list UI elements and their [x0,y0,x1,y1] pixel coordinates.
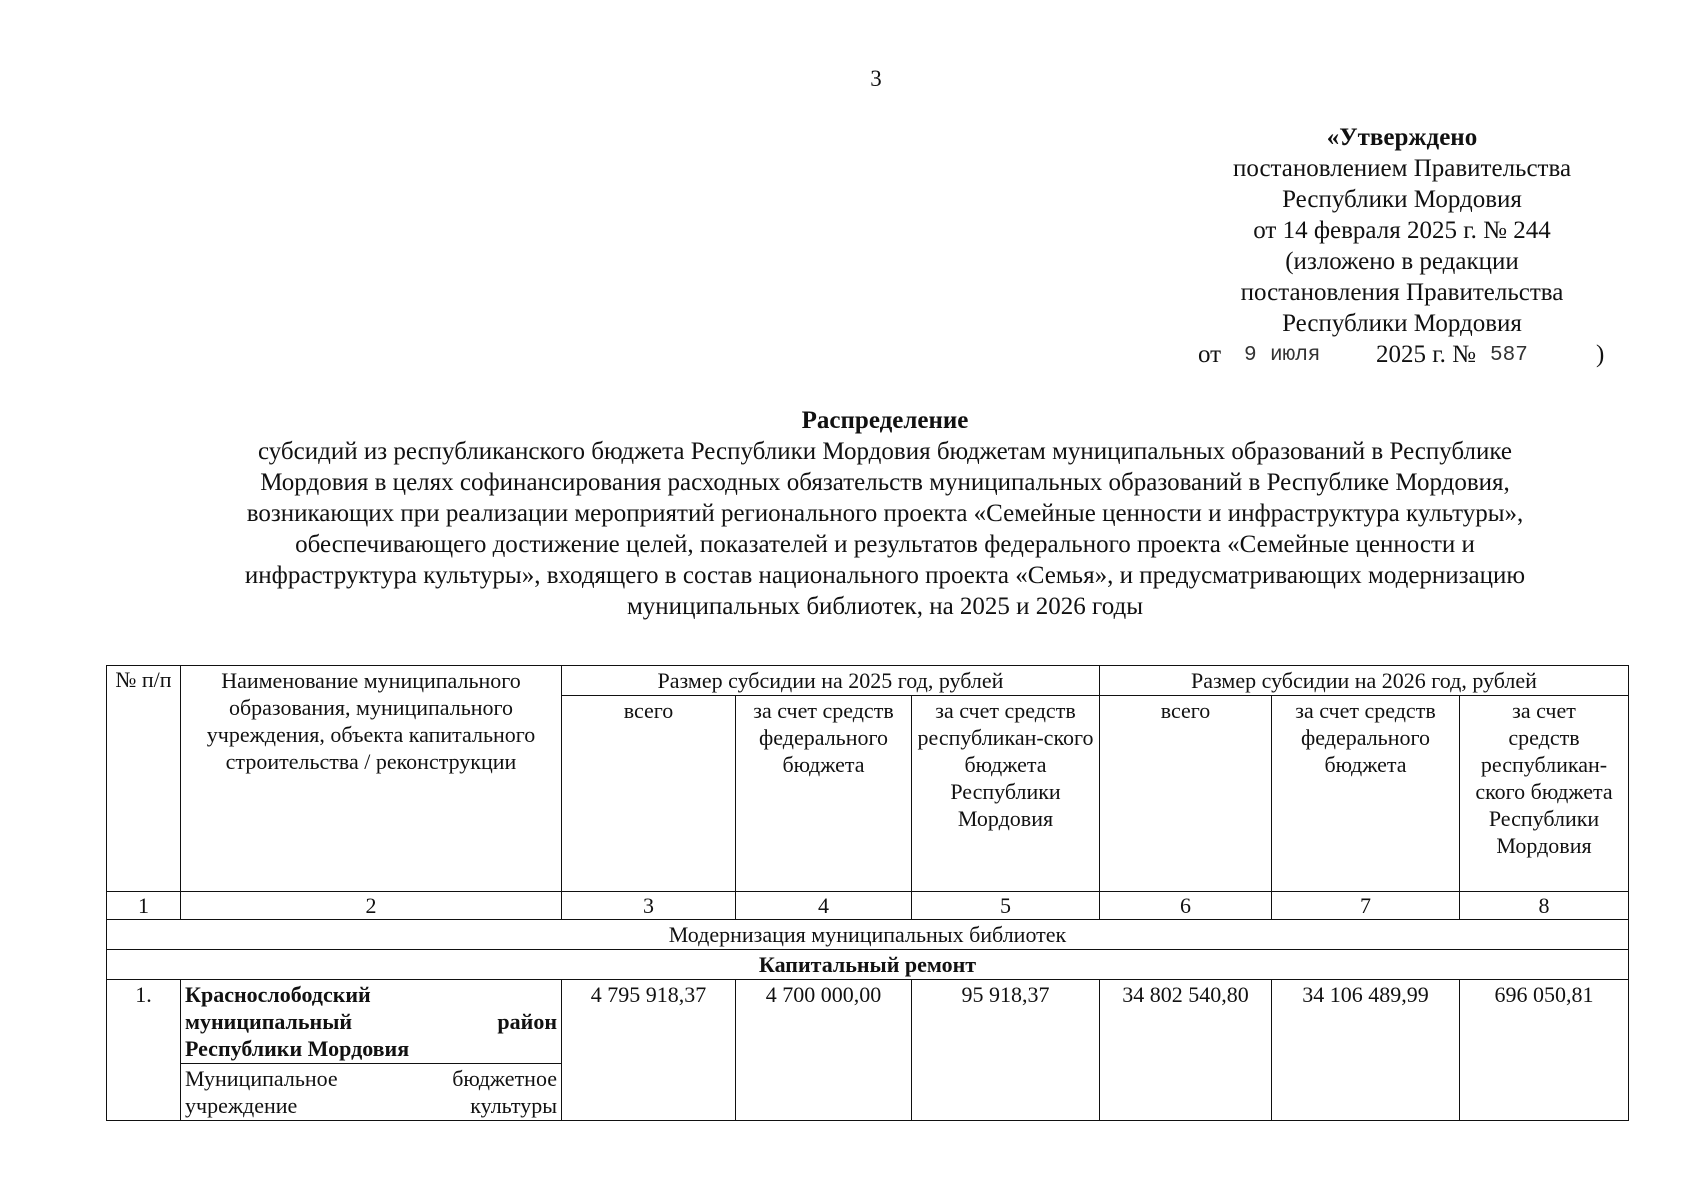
title-line: возникающих при реализации мероприятий регионального проекта «Семейные ценности и инфраструктура культуры», [246,500,1524,527]
institution-word: культуры [470,1093,557,1118]
approval-line-2: постановлением Правительства [1232,155,1572,182]
title-line: муниципальных библиотек, на 2025 и 2026 годы [626,593,1143,620]
table-row [107,980,1629,1064]
header-row-1 [107,666,1629,696]
municipality-line [185,1008,557,1035]
subsection-title: Капитальный ремонт [107,950,1629,980]
approval-line-3: Республики Мордовия [1282,186,1522,213]
header-total-2025: всего [562,696,736,892]
federal-2026: 34 106 489,99 [1272,980,1460,1121]
document-title [120,405,1650,622]
section-row [107,920,1629,950]
total-2025: 4 795 918,37 [562,980,736,1121]
header-2026: Размер субсидии на 2026 год, рублей [1100,666,1629,696]
column-number: 7 [1272,892,1460,920]
approval-month: июля [1270,344,1321,367]
title-line: инфраструктура культуры», входящего в состав национального проекта «Семья», и предусматривающих модернизацию [244,562,1526,589]
header-federal-2026: за счет средств федерального бюджета [1272,696,1460,892]
federal-2025: 4 700 000,00 [736,980,912,1121]
header-republic-2026: за счет средств республикан-ского бюджета Республики Мордовия [1460,696,1629,892]
column-number: 8 [1460,892,1629,920]
municipality-line: Краснослободский [185,982,371,1007]
institution-line [185,1065,557,1092]
column-number: 2 [181,892,562,920]
approval-day: 9 [1244,344,1257,367]
approval-date-line [1196,339,1608,370]
subsection-row [107,950,1629,980]
municipality-line: Республики Мордовия [185,1036,410,1061]
header-republic-2025: за счет средств республикан-ского бюджета Республики Мордовия [912,696,1100,892]
section-title: Модернизация муниципальных библиотек [107,920,1629,950]
title-line: Мордовия в целях софинансирования расходных обязательств муниципальных образований в Республике Мордовия, [260,469,1510,496]
approval-line-4: от 14 февраля 2025 г. № 244 [1253,217,1551,244]
institution-word: Муниципальное [185,1066,338,1091]
column-number: 4 [736,892,912,920]
approval-line-7: Республики Мордовия [1282,310,1522,337]
row-institution-name [181,1064,562,1121]
title-heading: Распределение [801,407,969,434]
subsidy-table [106,665,1629,1121]
approval-line-5: (изложено в редакции [1285,248,1519,275]
header-name: Наименование муниципального образования, муниципального учреждения, объекта капитального строительства / реконструкции [181,666,562,892]
row-number: 1. [107,980,181,1121]
column-number: 5 [912,892,1100,920]
page-number: 3 [870,66,882,91]
header-2025: Размер субсидии на 2025 год, рублей [562,666,1100,696]
approval-ot: от [1198,341,1222,368]
republic-2026: 696 050,81 [1460,980,1629,1121]
republic-2025: 95 918,37 [912,980,1100,1121]
approval-block [1196,122,1608,370]
column-number: 6 [1100,892,1272,920]
total-2026: 34 802 540,80 [1100,980,1272,1121]
institution-word: бюджетное [452,1066,557,1091]
title-line: обеспечивающего достижение целей, показателей и результатов федерального проекта «Семейные ценности и [295,531,1475,558]
approval-year: 2025 г. № [1376,341,1477,368]
column-number: 1 [107,892,181,920]
institution-line [185,1092,557,1119]
municipality-word: район [497,1009,557,1034]
header-total-2026: всего [1100,696,1272,892]
header-num: № п/п [107,666,181,892]
approval-line-1: «Утверждено [1326,124,1478,151]
column-numbers-row [107,892,1629,920]
approval-close-paren: ) [1596,341,1605,368]
approval-line-6: постановления Правительства [1240,279,1564,306]
column-number: 3 [562,892,736,920]
municipality-word: муниципальный [185,1009,353,1034]
header-federal-2025: за счет средств федерального бюджета [736,696,912,892]
title-line: субсидий из республиканского бюджета Республики Мордовия бюджетам муниципальных образований в Республике [257,438,1513,465]
approval-number: 587 [1490,344,1528,367]
row-municipality-name [181,980,562,1064]
institution-word: учреждение [185,1093,298,1118]
